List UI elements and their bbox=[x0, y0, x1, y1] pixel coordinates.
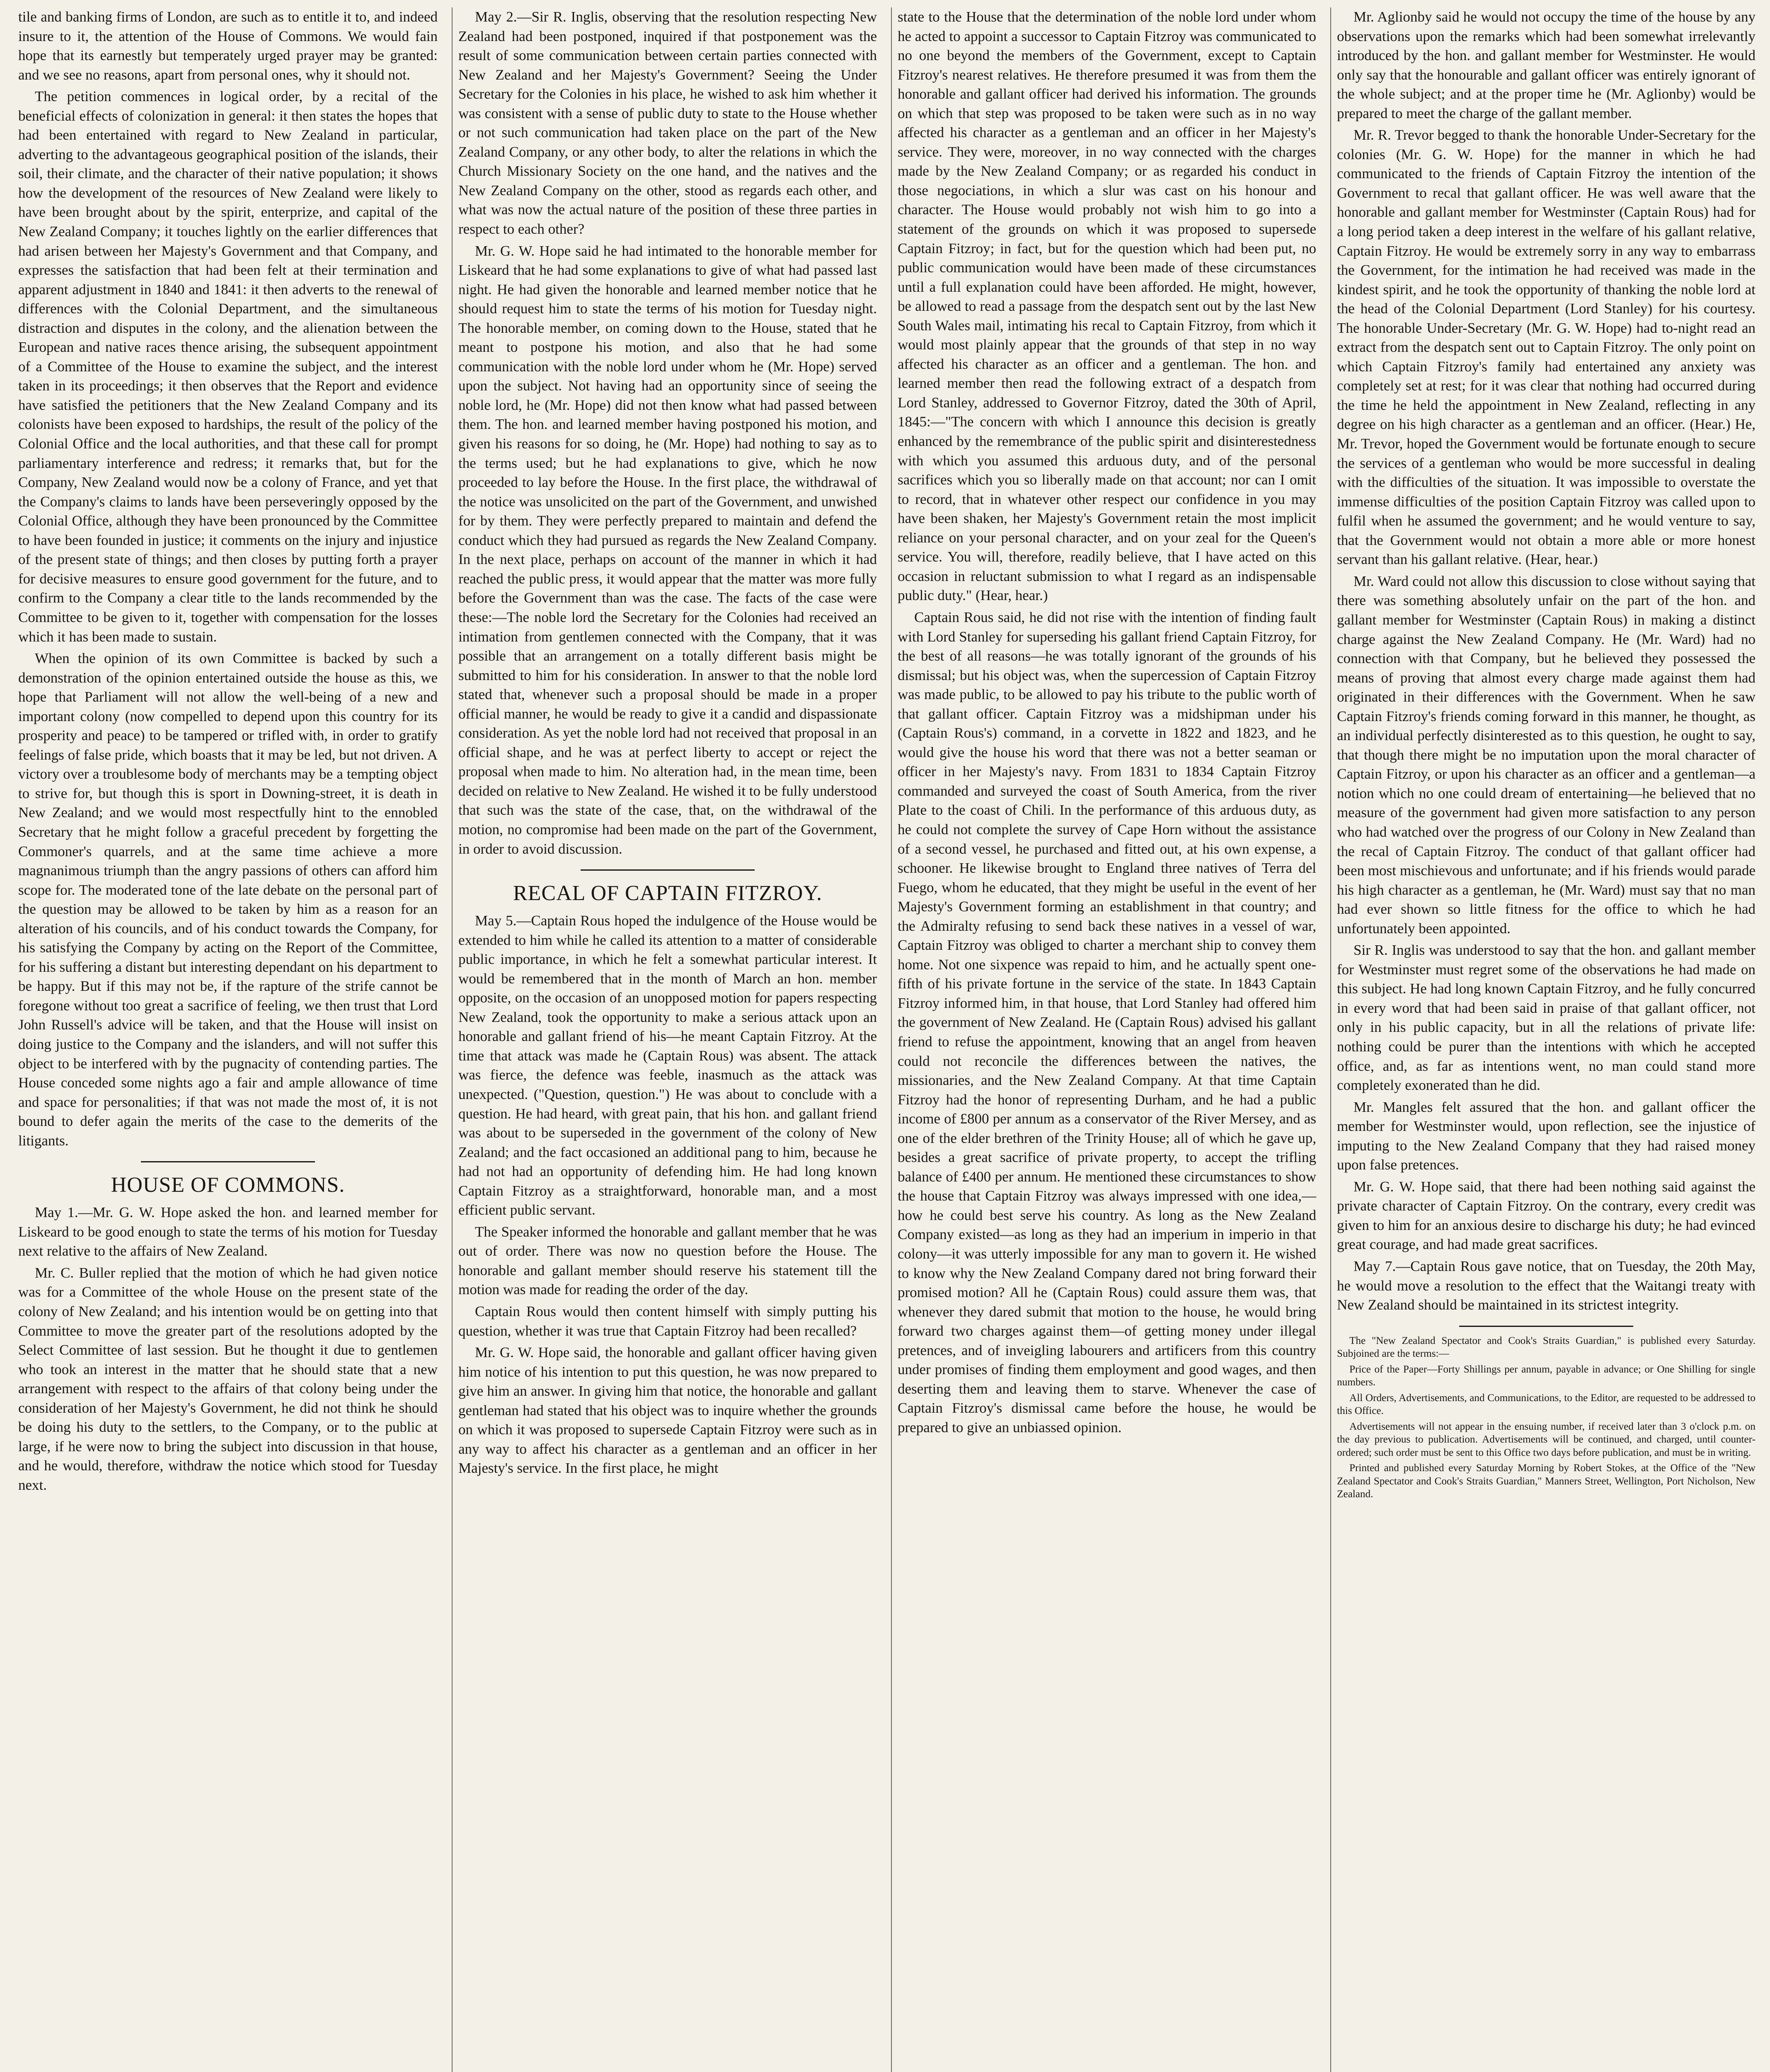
column-1 bbox=[12, 7, 443, 2072]
article-paragraph: The petition commences in logical order, by a recital of the beneficial effects of colonization in general: it then states the hopes that had been entertained with regard to New Zealand in particular, adverting to the advantageous geographical position of the islands, their soil, their climate, and the character of their native population; it shows how the development of the resources of New Zealand were likely to have been brought about by the spirit, enterprize, and capital of the New Zealand Company; it touches lightly on the earlier differences that had arisen between her Majesty's Government and that Company, and expresses the satisfaction that had been felt at their termination and apparent adjustment in 1840 and 1841: it then adverts to the renewal of differences with the Colonial Department, and the simultaneous distraction and disputes in the colony, and the alienation between the European and native races thence arising, the subsequent appointment of a Committee of the House to examine the subject, and the interest taken in its proceedings; it then observes that the Report and evidence have satisfied the petitioners that the New Zealand Company and its colonists have been exposed to hardships, the result of the policy of the Colonial Office and the local authorities, and that these call for prompt parliamentary interference and redress; it remarks that, but for the Company, New Zealand would now be a colony of France, and yet that the Company's claims to lands have been perseveringly opposed by the Colonial Office, although they have been pronounced by the Committee to have been founded in justice; it comments on the injury and injustice of the present state of things; and then closes by putting forth a prayer for decisive measures to ensure good government for the future, and to confirm to the Company a clear title to the lands recommended by the Committee to be given to it, together with compensation for the losses which it has been made to sustain. bbox=[18, 88, 438, 645]
article-paragraph: May 1.—Mr. G. W. Hope asked the hon. and learned member for Liskeard to be good enough to state the terms of his motion for Tuesday next relative to the affairs of New Zealand. bbox=[18, 1204, 438, 1259]
column-grid bbox=[12, 7, 1753, 2072]
section-heading: RECAL OF CAPTAIN FITZROY. bbox=[513, 881, 823, 905]
column-3 bbox=[891, 7, 1322, 2072]
article-paragraph: May 5.—Captain Rous hoped the indulgence of the House would be extended to him while he called its attention to a matter of considerable public importance, in which he felt a somewhat particular interest. It would be remembered that in the month of March an hon. member opposite, on the occasion of an unopposed motion for papers respecting New Zealand, took the opportunity to make a serious attack upon an honorable and gallant friend of his—he meant Captain Fitzroy. At the time that attack was made he (Captain Rous) was absent. The attack was fierce, the defence was feeble, inasmuch as the attack was unexpected. ("Question, question.") He was about to conclude with a question. He had heard, with great pain, that his hon. and gallant friend was about to be superseded in the government of the colony of New Zealand; and the fact occasioned an additional pang to him, because he had not had an opportunity of defending him. He had long known Captain Fitzroy as a straightforward, honorable man, and a most efficient public servant. bbox=[458, 913, 877, 1218]
article-paragraph: Mr. G. W. Hope said he had intimated to the honorable member for Liskeard that he had some explanations to give of what had passed last night. He had given the honorable and learned member notice that he should request him to state the terms of his motion for Tuesday night. The honorable member, on coming down to the House, stated that he meant to postpone his motion, and also that he had some communication with the noble lord under whom he (Mr. Hope) served upon the subject. Not having had an opportunity since of seeing the noble lord, he (Mr. Hope) did not then know what had passed between them. The hon. and learned member having postponed his motion, and given his reasons for so doing, he (Mr. Hope) had nothing to say as to the terms used; but he had explanations to give, which he now proceeded to lay before the House. In the first place, the withdrawal of the notice was unsolicited on the part of the Government, and unwished for by them. They were perfectly prepared to maintain and defend the conduct which they had pursued as regards the New Zealand Company. In the next place, perhaps on account of the manner in which it had reached the public press, it would appear that the matter was more fully before the Government than was the case. The facts of the case were these:—The noble lord the Secretary for the Colonies had received an intimation from gentlemen connected with the Company, that it was possible that an arrangement on a totally different basis might be submitted to him for his consideration. In answer to that the noble lord stated that, whenever such a proposal should be made in a proper official manner, he would be ready to give it a candid and dispassionate consideration. As yet the noble lord had not received that proposal in an official shape, and he was at perfect liberty to accept or reject the proposal when made to him. No alteration had, in the mean time, been decided on relative to New Zealand. He wished it to be fully understood that such was the state of the case, that, on the withdrawal of the motion, no compromise had been made on the part of the Government, in order to avoid discussion. bbox=[458, 242, 877, 857]
colophon-line: Advertisements will not appear in the ensuing number, if received later than 3 o'clock p.m. on the day previous to publication. Advertisements will be continued, and charged, until counter-ordered; such order must be sent to this Office two days before publication, and must be in writing. bbox=[1337, 1421, 1755, 1458]
article-paragraph: state to the House that the determination of the noble lord under whom he acted to appoint a successor to Captain Fitzroy was communicated to no one beyond the members of the Government, except to Captain Fitzroy's nearest relatives. He therefore presumed it was from them the honorable and gallant officer had derived his information. The grounds on which that step was proposed to be taken were such as in no way affected his character as a gentleman and an officer in her Majesty's service. They were, moreover, in no way connected with the charges made by the New Zealand Company; or as regarded his conduct in those negociations, in which a slur was cast on his honour and character. The House would probably not wish him to go into a statement of the grounds on which it was proposed to supersede Captain Fitzroy; in fact, but for the question which had been put, no public communication would have been made of these circumstances until a full explanation could have been afforded. He might, however, be allowed to read a passage from the despatch sent out by the last New South Wales mail, intimating his recal to Captain Fitzroy, from which it would most plainly appear that the grounds of that step in no way affected his character as an officer and a gentleman. The hon. and learned member then read the following extract of a despatch from Lord Stanley, addressed to Governor Fitzroy, dated the 30th of April, 1845:—"The concern with which I announce this decision is greatly enhanced by the remembrance of the public spirit and disinterestedness with which you assumed this arduous duty, and of the personal sacrifices which you so liberally made on that account; nor can I omit to record, that in whatever other respect our confidence in you may have been shaken, her Majesty's Government retain the most implicit reliance on your personal character, and on your zeal for the Queen's service. You will, therefore, readily believe, that I have acted on this occasion in reluctant submission to what I regard as an indispensable public duty." (Hear, hear.) bbox=[898, 9, 1316, 604]
section-heading: HOUSE OF COMMONS. bbox=[111, 1173, 345, 1197]
colophon-line: Printed and published every Saturday Morning by Robert Stokes, at the Office of the "New Zealand Spectator and Cook's Straits Guardian," Manners Street, Wellington, Port Nicholson, New Zealand. bbox=[1337, 1462, 1755, 1500]
article-paragraph: Sir R. Inglis was understood to say that the hon. and gallant member for Westminster must regret some of the observations he had made on this subject. He had long known Captain Fitzroy, and he fully concurred in every word that had been said in praise of that gallant officer, not only in his public capacity, but in all the relations of private life: nothing could be purer than the intentions with which he accepted office, and, as far as intentions went, no man could stand more completely exonerated than he did. bbox=[1337, 942, 1755, 1094]
article-paragraph: Captain Rous would then content himself with simply putting his question, whether it was true that Captain Fitzroy had been recalled? bbox=[458, 1303, 877, 1339]
article-paragraph: The Speaker informed the honorable and gallant member that he was out of order. There was now no question before the House. The honorable and gallant member should reserve his statement till the motion was made for reading the order of the day. bbox=[458, 1223, 877, 1298]
column-2 bbox=[452, 7, 883, 2072]
section-rule bbox=[1459, 1326, 1633, 1327]
publication-colophon bbox=[1337, 1334, 1755, 1501]
section-rule bbox=[581, 869, 755, 871]
article-paragraph: Captain Rous said, he did not rise with the intention of finding fault with Lord Stanley for superseding his gallant friend Captain Fitzroy, for the best of all reasons—he was totally ignorant of the grounds of his dismissal; but his object was, when the supercession of Captain Fitzroy was made public, to be allowed to pay his tribute to the public worth of that gallant officer. Captain Fitzroy was a midshipman under his (Captain Rous's) command, in a corvette in 1822 and 1823, and he would give the house his word that there was not a better seaman or officer in her Majesty's navy. From 1831 to 1834 Captain Fitzroy commanded and surveyed the coast of South America, from the river Plate to the coast of Chili. In the performance of this arduous duty, as he could not complete the survey of Cape Horn without the assistance of a second vessel, he purchased and fitted out, at his own expense, a schooner. He likewise brought to England three natives of Terra del Fuego, whom he educated, that they might be useful in the event of her Majesty's Government forming an establishment in that country; and the Admiralty refusing to send back these natives in a vessel of war, Captain Fitzroy was obliged to charter a merchant ship to convey them home. Not one sixpence was repaid to him, and he actually spent one-fifth of his private fortune in the service of the state. In 1843 Captain Fitzroy informed him, in that house, that Lord Stanley had offered him the government of New Zealand. He (Captain Rous) advised his gallant friend to refuse the appointment, knowing that an angel from heaven could not reconcile the differences between the natives, the missionaries, and the New Zealand Company. At that time Captain Fitzroy had the honor of representing Durham, and he had a public income of £800 per annum as a conservator of the River Mersey, and as one of the elder brethren of the Trinity House; all of which he gave up, besides a great sacrifice of private property, to accept the trifling balance of £400 per annum. He mentioned these circumstances to show the house that Captain Fitzroy was always impressed with one idea,—how he could best serve his country. As long as the New Zealand Company existed—as long as they had an imperium in imperio in that colony—it was utterly impossible for any man to govern it. He wished to know why the New Zealand Company dared not bring forward their promised motion? All he (Captain Rous) could assure them was, that whenever they dared submit that motion to the house, he would bring forward two charges against them—of getting money under illegal pretences, and of inveigling labourers and artificers from this country under promises of finding them employment and good wages, and then deserting them and leaving them to starve. Whenever the case of Captain Fitzroy's dismissal came before the house, he would be prepared to give an unbiassed opinion. bbox=[898, 609, 1316, 1435]
section-rule bbox=[141, 1161, 315, 1162]
article-paragraph: May 7.—Captain Rous gave notice, that on Tuesday, the 20th May, he would move a resolution to the effect that the Waitangi treaty with New Zealand should be maintained in its strictest integrity. bbox=[1337, 1258, 1755, 1313]
article-paragraph: Mr. R. Trevor begged to thank the honorable Under-Secretary for the colonies (Mr. G. W. Hope) for the manner in which he had communicated to the friends of Captain Fitzroy the intention of the Government to recal that gallant officer. He was well aware that the honorable and gallant member for Westminster (Captain Rous) had for a long period taken a deep interest in the welfare of his gallant relative, Captain Fitzroy. He would be extremely sorry in any way to embarrass the Government, for the intimation he had received was made in the kindest spirit, and he took the opportunity of thanking the noble lord at the head of the Colonial Department (Lord Stanley) for his courtesy. The honorable Under-Secretary (Mr. G. W. Hope) had to-night read an extract from the despatch sent out to Captain Fitzroy. The only point on which Captain Fitzroy's family had entertained any anxiety was completely set at rest; for it was clear that nothing had occurred during the time he held the appointment in New Zealand, reflecting in any degree on his high character as a gentleman and an officer. (Hear.) He, Mr. Trevor, hoped the Government would be fortunate enough to secure the services of a gentleman who would be more successful in dealing with the difficulties of the situation. It was impossible to overstate the immense difficulties of the position Captain Fitzroy was called upon to fulfil when he assumed the government; and he would venture to say, that the Government would not obtain a more able or more honest servant than his gallant relative. (Hear, hear.) bbox=[1337, 127, 1755, 568]
article-paragraph: Mr. C. Buller replied that the motion of which he had given notice was for a Committee of the whole House on the present state of the colony of New Zealand; and his intention would be on getting into that Committee to move the greater part of the resolutions adopted by the Select Committee of last session. But he thought it due to gentlemen who took an interest in the matter that he should state that a new arrangement with respect to the affairs of that colony being under the consideration of her Majesty's Government, he did not think he should be doing his duty to the settlers, to the Company, or to the public at large, if he were now to bring the subject into discussion in that house, and he would, therefore, withdraw the notice which stood for Tuesday next. bbox=[18, 1264, 438, 1493]
article-paragraph: When the opinion of its own Committee is backed by such a demonstration of the opinion entertained outside the house as this, we hope that Parliament will not allow the well-being of a new and important colony (now compelled to depend upon this country for its prosperity and peace) to be tampered or trifled with, in order to gratify feelings of false pride, which boasts that it may be led, but not driven. A victory over a troublesome body of merchants may be a tempting object to strive for, but though this is sport in Downing-street, it is death in New Zealand; and we would most respectfully hint to the ennobled Secretary that he might follow a graceful precedent by forgetting the Commoner's quarrels, and at the same time achieve a more magnanimous triumph than the angry passions of others can afford him scope for. The moderated tone of the late debate on the personal part of the question may be allowed to be taken by him as a reason for an alteration of his councils, and of his conduct towards the Company, for his satisfying the Company by acting on the Report of the Committee, for his suffering a distant but interesting dependant on his department to be happy. But if this may not be, if the rapture of the strife cannot be foregone without too great a sacrifice of feeling, we then trust that Lord John Russell's advice will be taken, and that the House will insist on doing justice to the Company and the islanders, and will not suffer this object to be interfered with by the pugnacity of contending parties. The House conceded some nights ago a fair and ample allowance of time and space for personalities; if that was not made the most of, it is not bound to defer again the merits of the case to the demerits of the litigants. bbox=[18, 650, 438, 1149]
article-paragraph: Mr. G. W. Hope said, that there had been nothing said against the private character of Captain Fitzroy. On the contrary, every credit was given to him for an anxious desire to discharge his duty; he had evinced great courage, and had made great sacrifices. bbox=[1337, 1178, 1755, 1253]
article-paragraph: May 2.—Sir R. Inglis, observing that the resolution respecting New Zealand had been postponed, inquired if that postponement was the result of some communication between certain parties connected with New Zealand and her Majesty's Government? Seeing the Under Secretary for the Colonies in his place, he wished to ask him whether it was consistent with a sense of public duty to state to the House whether or not such communication had taken place on the part of the New Zealand Company, or any other body, to alter the relations in which the Church Missionary Society on the one hand, and the natives and the New Zealand Company on the other, stood as regards each other, and what was now the actual nature of the position of these three parties in respect to each other? bbox=[458, 9, 877, 237]
column-4 bbox=[1330, 7, 1761, 2072]
colophon-line: The "New Zealand Spectator and Cook's Straits Guardian," is published every Saturday. Subjoined are the terms:— bbox=[1337, 1335, 1755, 1360]
article-paragraph: Mr. Ward could not allow this discussion to close without saying that there was something absolutely unfair on the part of the hon. and gallant member for Westminster (Captain Rous) in making a distinct charge against the New Zealand Company. He (Mr. Ward) had no connection with that Company, but he believed they possessed the means of proving that almost every charge made against them had originated in their differences with the Government. When he saw Captain Fitzroy's friends coming forward in this manner, he thought, as an individual perfectly disinterested as to this question, he ought to say, that though there might be no imputation upon the moral character of Captain Fitzroy, or upon his character as an officer and a gentleman—a notion which no one could dream of entertaining—he believed that no measure of the government had given more satisfaction to any person who had watched over the progress of our Colony in New Zealand than the recal of Captain Fitzroy. The conduct of that gallant officer had been most mischievous and unfortunate; and if his friends would parade his high character as a gentleman, he (Mr. Ward) must say that no man had ever shown so little fitness for the office to which he had unfortunately been appointed. bbox=[1337, 573, 1755, 937]
article-paragraph: Mr. Aglionby said he would not occupy the time of the house by any observations upon the remarks which had been somewhat irrelevantly introduced by the hon. and gallant member for Westminster. He would only say that the honourable and gallant officer was entirely ignorant of the whole subject; and at the proper time he (Mr. Aglionby) would be prepared to meet the charge of the gallant member. bbox=[1337, 9, 1755, 121]
article-paragraph: tile and banking firms of London, are such as to entitle it to, and indeed insure to it, the attention of the House of Commons. We would fain hope that its earnestly but temperately urged prayer may be granted: and we see no reasons, apart from personal ones, why it should not. bbox=[18, 9, 438, 83]
article-paragraph: Mr. G. W. Hope said, the honorable and gallant officer having given him notice of his intention to put this question, he was now prepared to give him an answer. In giving him that notice, the honorable and gallant gentleman had stated that his object was to inquire whether the grounds on which it was proposed to supersede Captain Fitzroy were such as in any way to affect his character as a gentleman and an officer in her Majesty's service. In the first place, he might bbox=[458, 1344, 877, 1477]
colophon-line: All Orders, Advertisements, and Communications, to the Editor, are requested to be addressed to this Office. bbox=[1337, 1392, 1755, 1417]
article-paragraph: Mr. Mangles felt assured that the hon. and gallant officer the member for Westminster would, upon reflection, see the injustice of imputing to the New Zealand Company that they had raised money upon false pretences. bbox=[1337, 1099, 1755, 1173]
colophon-line: Price of the Paper—Forty Shillings per annum, payable in advance; or One Shilling for single numbers. bbox=[1337, 1363, 1755, 1388]
